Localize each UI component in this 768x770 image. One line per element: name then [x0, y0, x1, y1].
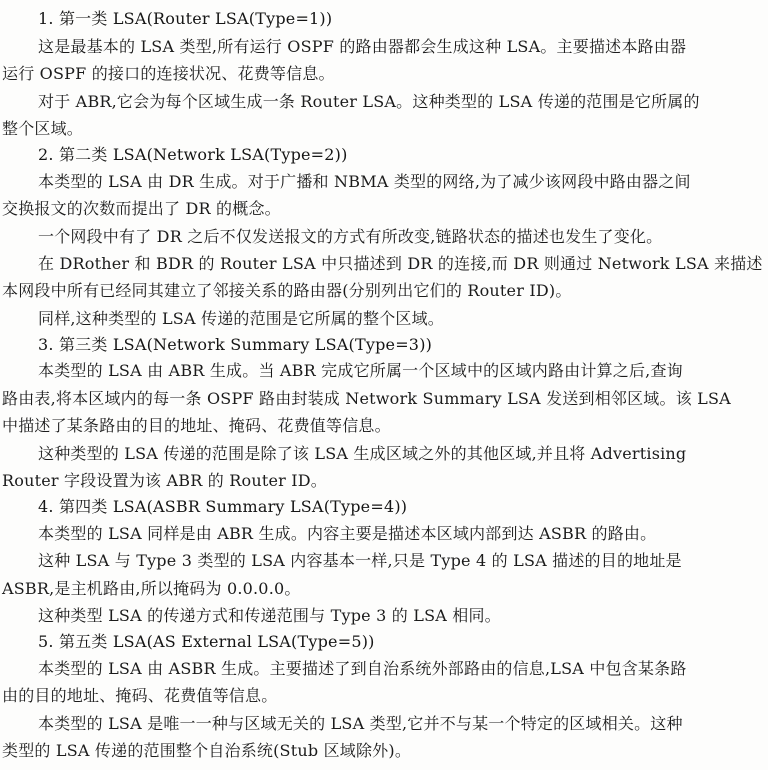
- heading-type-1: 1. 第一类 LSA(Router LSA(Type=1)): [38, 9, 333, 28]
- paragraph-line: 类型的 LSA 传递的范围整个自治系统(Stub 区域除外)。: [2, 741, 412, 760]
- paragraph-line: 由的目的地址、掩码、花费值等信息。: [2, 686, 278, 705]
- paragraph-line: 本类型的 LSA 由 ASBR 生成。主要描述了到自治系统外部路由的信息,LSA 中包含某条路: [38, 659, 687, 678]
- paragraph-line: 交换报文的次数而提出了 DR 的概念。: [2, 199, 281, 218]
- paragraph-line: 运行 OSPF 的接口的连接状况、花费等信息。: [2, 64, 335, 83]
- paragraph-line: 本类型的 LSA 由 DR 生成。对于广播和 NBMA 类型的网络,为了减少该网段中路由器之间: [38, 172, 691, 191]
- paragraph-line: 一个网段中有了 DR 之后不仅发送报文的方式有所改变,链路状态的描述也发生了变化。: [38, 227, 663, 246]
- paragraph-line: Router 字段设置为该 ABR 的 Router ID。: [2, 471, 328, 490]
- paragraph-line: 这种 LSA 与 Type 3 类型的 LSA 内容基本一样,只是 Type 4 的 LSA 描述的目的地址是: [38, 551, 682, 570]
- paragraph-line: 本类型的 LSA 由 ABR 生成。当 ABR 完成它所属一个区域中的区域内路由计算之后,查询: [38, 361, 683, 380]
- paragraph-line: 本类型的 LSA 是唯一一种与区域无关的 LSA 类型,它并不与某一个特定的区域相关。这种: [38, 714, 683, 733]
- heading-type-3: 3. 第三类 LSA(Network Summary LSA(Type=3)): [38, 335, 433, 354]
- paragraph-line: 同样,这种类型的 LSA 传递的范围是它所属的整个区域。: [38, 309, 444, 328]
- paragraph-line: 整个区域。: [2, 119, 84, 138]
- paragraph-line: 在 DRother 和 BDR 的 Router LSA 中只描述到 DR 的连接,而 DR 则通过 Network LSA 来描述: [38, 254, 763, 273]
- heading-type-4: 4. 第四类 LSA(ASBR Summary LSA(Type=4)): [38, 497, 408, 516]
- paragraph-line: 对于 ABR,它会为每个区域生成一条 Router LSA。这种类型的 LSA 传递的范围是它所属的: [38, 92, 700, 111]
- paragraph-line: 本类型的 LSA 同样是由 ABR 生成。内容主要是描述本区域内部到达 ASBR 的路由。: [38, 524, 657, 543]
- heading-type-5: 5. 第五类 LSA(AS External LSA(Type=5)): [38, 632, 375, 651]
- paragraph-line: 路由表,将本区域内的每一条 OSPF 路由封装成 Network Summary LSA 发送到相邻区域。该 LSA: [2, 389, 731, 408]
- paragraph-line: ASBR,是主机路由,所以掩码为 0.0.0.0。: [2, 579, 301, 598]
- paragraph-line: 中描述了某条路由的目的地址、掩码、花费值等信息。: [2, 416, 391, 435]
- paragraph-line: 本网段中所有已经同其建立了邻接关系的路由器(分别列出它们的 Router ID)。: [2, 281, 572, 300]
- paragraph-line: 这种类型 LSA 的传递方式和传递范围与 Type 3 的 LSA 相同。: [38, 606, 501, 625]
- paragraph-line: 这是最基本的 LSA 类型,所有运行 OSPF 的路由器都会生成这种 LSA。主要描述本路由器: [38, 37, 687, 56]
- heading-type-2: 2. 第二类 LSA(Network LSA(Type=2)): [38, 145, 348, 164]
- paragraph-line: 这种类型的 LSA 传递的范围是除了该 LSA 生成区域之外的其他区域,并且将 Advertising: [38, 444, 687, 463]
